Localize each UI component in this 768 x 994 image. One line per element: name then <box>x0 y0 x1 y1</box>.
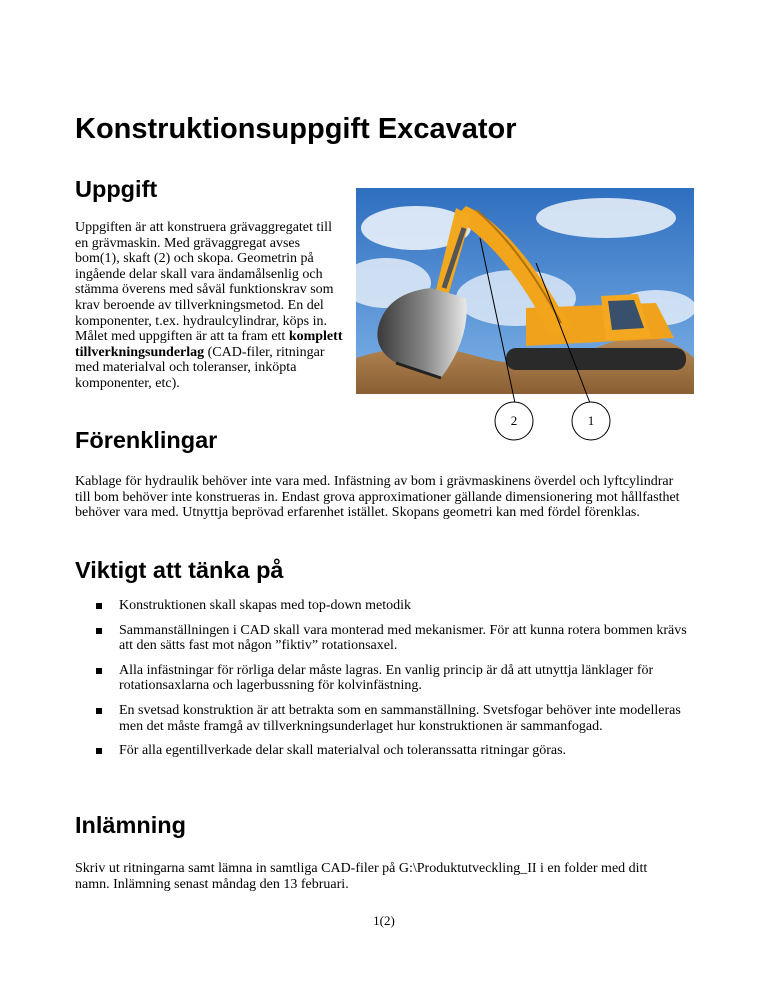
figure-callouts <box>356 188 694 444</box>
bullet-icon <box>96 708 102 714</box>
list-item-text: En svetsad konstruktion är att betrakta som en sammanställning. Svetsfogar behöver inte modelleras men det måste framgå av tillverkningsunderlaget hur konstruktionen är sammanfogad. <box>119 702 681 734</box>
bullet-list <box>96 598 696 768</box>
callout-label-1: 1 <box>587 413 595 428</box>
heading-forenklingar: Förenklingar <box>75 427 218 453</box>
list-item <box>96 743 696 759</box>
uppgift-bold-text: komplett tillverkningsunderlag <box>75 329 343 360</box>
uppgift-text-before: Uppgiften är att konstruera grävaggregatet till en grävmaskin. Med grävaggregat avses bom(1), skaft (2) och skopa. Geometrin på ingående delar skall vara ändamålsenlig och stämma överens med såväl funktionskrav som krav beroende av tillverkningsmetod. En del komponenter, t.ex. hydraulcylindrar, köps in. Målet med uppgiften är att ta fram ett <box>75 220 334 345</box>
list-item <box>96 623 696 654</box>
uppgift-text-after: (CAD-filer, ritningar med materialval och toleranser, inköpta komponenter, etc). <box>75 344 325 391</box>
list-item-text: Alla infästningar för rörliga delar måste lagras. En vanlig princip är då att utnyttja länklager för rotationsaxlarna och lagerbussning för kolvinfästning. <box>119 662 654 694</box>
list-item-text: Sammanställningen i CAD skall vara monterad med mekanismer. För att kunna rotera bommen krävs att den sätts fast mot någon ”fiktiv” rotationsaxel. <box>119 622 687 654</box>
list-item <box>96 598 696 614</box>
list-item <box>96 703 696 734</box>
paragraph-uppgift <box>75 220 343 392</box>
paragraph-forenklingar: Kablage för hydraulik behöver inte vara med. Infästning av bom i grävmaskinens överdel och lyftcylindrar till bom behöver inte konstrueras in. Endast grova approximationer gällande dimensionering mot hållfasthet behöver vara med. Utnyttja beprövad erfarenhet istället. Skopans geometri kan med fördel förenklas. <box>75 474 680 521</box>
bullet-icon <box>96 603 102 609</box>
heading-uppgift: Uppgift <box>75 176 158 202</box>
list-item-text: För alla egentillverkade delar skall materialval och toleranssatta ritningar göras. <box>119 743 567 759</box>
bullet-icon <box>96 628 102 634</box>
list-item-text: Konstruktionen skall skapas med top-down metodik <box>119 598 412 613</box>
callout-line-2 <box>480 238 515 403</box>
list-item <box>96 663 696 694</box>
heading-inlamning: Inlämning <box>75 812 186 838</box>
callout-line-1 <box>536 263 590 403</box>
page-number: 1(2) <box>373 913 395 928</box>
bullet-icon <box>96 748 102 754</box>
callout-label-2: 2 <box>510 413 518 428</box>
bullet-icon <box>96 668 102 674</box>
document-title: Konstruktionsuppgift Excavator <box>75 113 517 145</box>
paragraph-inlamning: Skriv ut ritningarna samt lämna in samtliga CAD-filer på G:\Produktutveckling_II i en folder med ditt namn. Inlämning senast måndag den 13 februari. <box>75 861 648 892</box>
heading-viktigt: Viktigt att tänka på <box>75 557 284 583</box>
